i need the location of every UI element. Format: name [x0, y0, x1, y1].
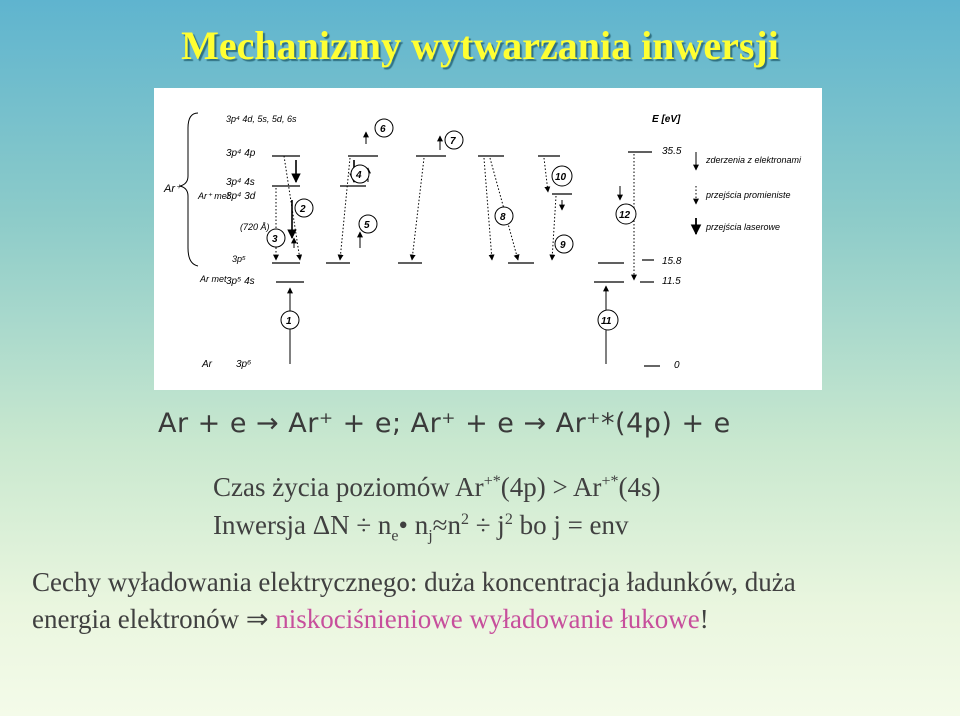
svg-text:1: 1: [286, 316, 292, 327]
config-3p5-label: 3p⁵: [232, 254, 246, 264]
number-1: [281, 311, 299, 329]
number-11: [598, 310, 618, 330]
svg-text:3: 3: [272, 234, 278, 245]
number-6: [375, 119, 393, 137]
number-9: [555, 235, 573, 253]
legend-collisions: zderzenia z elektronami: [706, 155, 802, 165]
legend-laser: przejścia laserowe: [706, 222, 781, 232]
config-3d-label: 3p⁴ 3d: [226, 191, 256, 202]
svg-text:2: 2: [300, 204, 306, 215]
number-2: [295, 199, 313, 217]
energy-level-diagram: [154, 88, 822, 390]
number-3: [267, 229, 285, 247]
discharge-features-line: Cechy wyładowania elektrycznego: duża koncentracja ładunków, duża: [32, 567, 796, 597]
number-5: [359, 215, 377, 233]
svg-text:7: 7: [450, 136, 456, 147]
svg-text:10: 10: [555, 172, 567, 183]
svg-text:5: 5: [364, 220, 370, 231]
config-top-label: 3p⁴ 4d, 5s, 5d, 6s: [226, 114, 297, 124]
config-4p-label: 3p⁴ 4p: [226, 148, 256, 159]
svg-text:12: 12: [619, 210, 631, 221]
number-10: [552, 166, 572, 186]
number-12: [616, 204, 636, 224]
legend: [696, 152, 802, 234]
transition-numbers: [267, 119, 636, 330]
electron-energy-line: energia elektronów ⇒ niskociśnieniowe wyładowanie łukowe!: [32, 604, 709, 634]
svg-text:11: 11: [601, 316, 612, 327]
implies-icon: ⇒: [245, 604, 269, 634]
met-label: Ar met: [200, 274, 227, 284]
ground-config-label: 3p⁶: [236, 359, 252, 370]
energy-level-svg: [154, 88, 822, 390]
arc-discharge-text: niskociśnieniowe wyładowanie łukowe: [275, 604, 700, 634]
ion-label: Ar⁺: [164, 183, 181, 195]
energy-11-5: 11.5: [662, 276, 681, 287]
config-4s-label: 3p⁴ 4s: [226, 177, 255, 188]
number-7: [445, 131, 463, 149]
svg-text:9: 9: [560, 240, 566, 251]
legend-radiative: przejścia promieniste: [706, 190, 791, 200]
config-3p5-4s-label: 3p⁵ 4s: [226, 276, 255, 287]
svg-text:6: 6: [380, 124, 386, 135]
svg-text:4: 4: [356, 170, 362, 181]
wavelength-label: (720 Å): [240, 222, 270, 232]
ground-atom-label: Ar: [202, 359, 212, 370]
ion-brace: [180, 113, 198, 266]
energy-15-8: 15.8: [662, 256, 682, 267]
energy-unit-label: E [eV]: [652, 114, 681, 125]
svg-text:8: 8: [500, 212, 506, 223]
slide-title: Mechanizmy wytwarzania inwersji: [181, 23, 779, 68]
level-lines: [272, 152, 660, 366]
number-4: [351, 165, 369, 183]
energy-35-5: 35.5: [662, 146, 682, 157]
radiative-arrows: [276, 154, 634, 280]
ion-met-label: Ar⁺ met: [198, 191, 230, 201]
inversion-line: Inwersja $\Delta N \div n_e•$ $n_j\approx n^2 \div j^2$ bo j = env: [213, 510, 629, 545]
reaction-equation: Ar + e → Ar⁺ + e; Ar⁺ + e → Ar⁺*(4p) + e: [158, 408, 731, 439]
number-8: [495, 207, 513, 225]
energy-0: 0: [674, 360, 680, 371]
lifetime-line: Czas życia poziomów Ar+*(4p) > Ar+*(4s): [213, 472, 661, 502]
